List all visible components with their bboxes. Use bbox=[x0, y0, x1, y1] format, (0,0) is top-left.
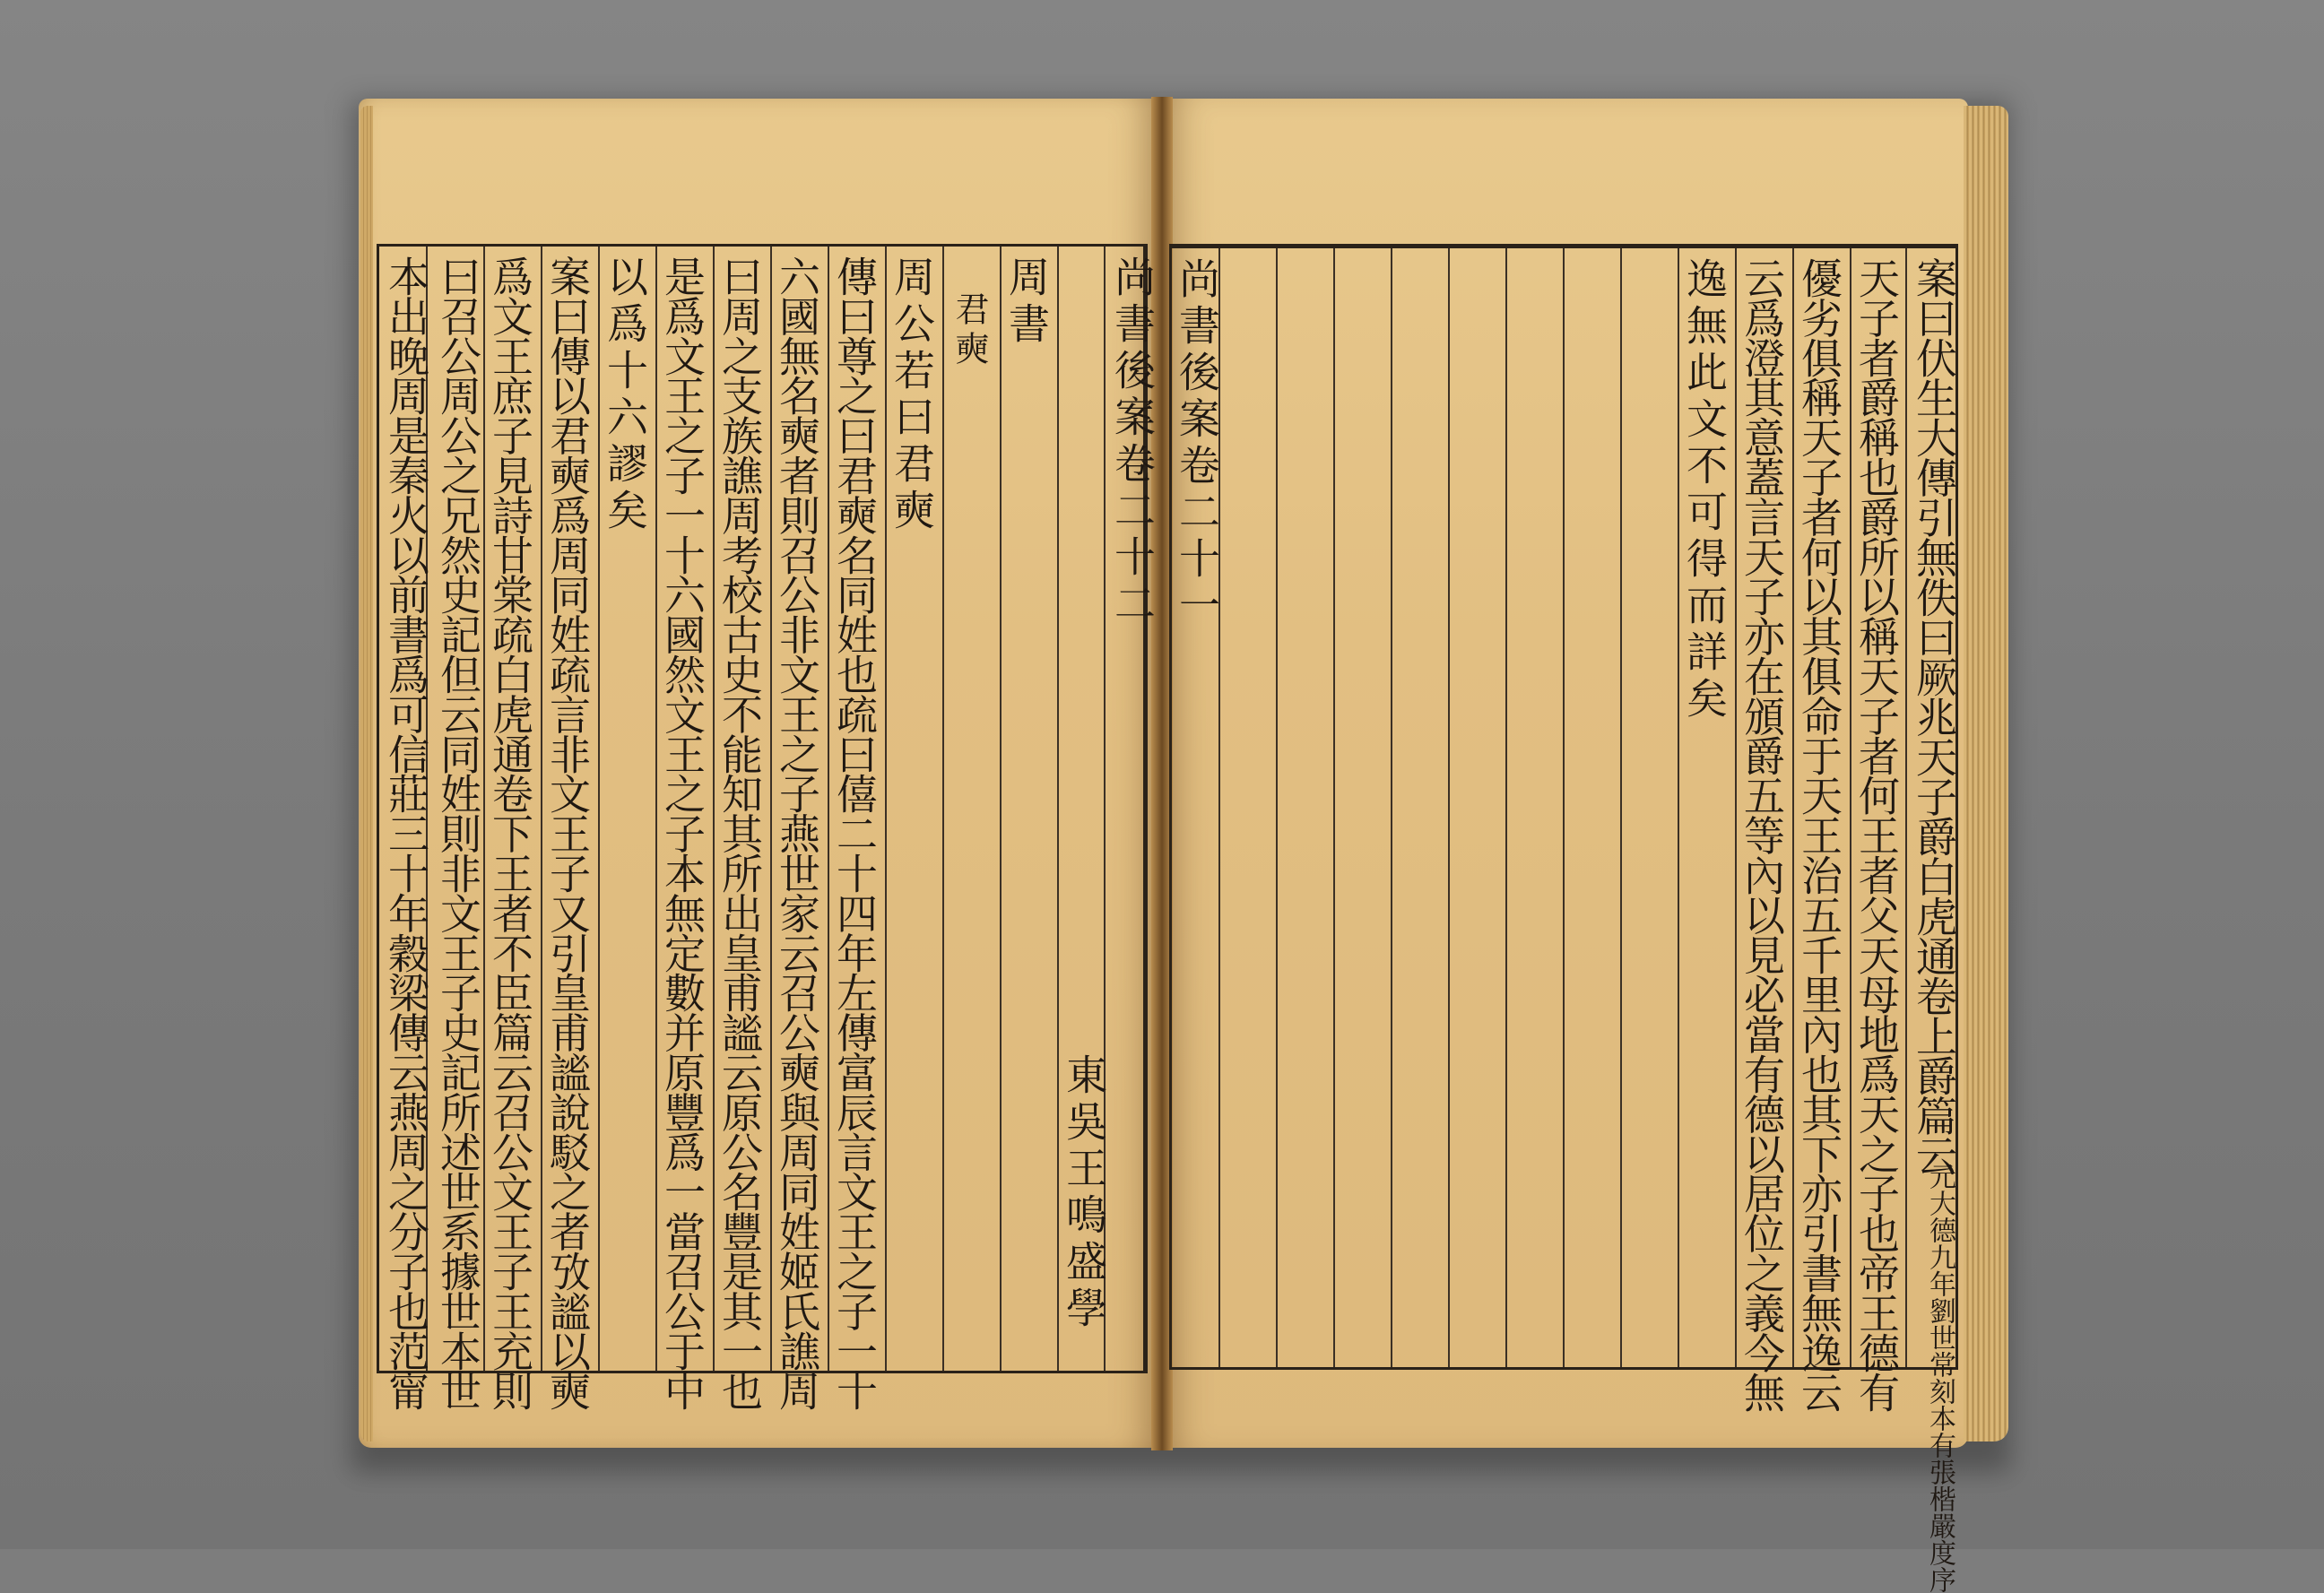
column-rule bbox=[1620, 248, 1622, 1367]
author-line: 東吳王鳴盛學 bbox=[1060, 1053, 1108, 1333]
column-rule bbox=[1905, 248, 1907, 1367]
text-column: 六國無名奭者則召公非文王之子燕世家云召公奭與周同姓姬氏譙周 bbox=[773, 255, 821, 1410]
side-note: 元大德九年劉世常刻本有張楷嚴度序 bbox=[1924, 1163, 1955, 1593]
text-column: 是爲文王之子一十六國然文王之子本無定數并原豐爲一當召公于中 bbox=[658, 255, 707, 1410]
text-column: 云爲澄其意蓋言天子亦在頒爵五等內以見必當有德以居位之義今無 bbox=[1738, 257, 1786, 1412]
text-column: 本出晚周是秦火以前書爲可信莊三十年穀梁傳云燕周之分子也范甯 bbox=[382, 255, 430, 1410]
text-column: 曰召公周公之兄然史記但云同姓則非文王子史記所述世系據世本世 bbox=[434, 255, 482, 1410]
section-heading: 周書 bbox=[1002, 255, 1051, 349]
chapter-heading: 君奭 bbox=[950, 291, 989, 370]
column-rule bbox=[1448, 248, 1450, 1367]
text-column: 天子者爵稱也爵所以稱天子者何王者父天母地爲天之子也帝王德有 bbox=[1852, 257, 1901, 1412]
text-column: 優劣俱稱天子者何以其俱命于天王治五千里內也其下亦引書無逸云 bbox=[1795, 257, 1843, 1412]
right-page-title: 尚書後案卷二十一 bbox=[1173, 257, 1221, 630]
right-text-frame bbox=[1169, 244, 1958, 1593]
text-column: 爲文王庶子見詩甘棠疏白虎通卷下王者不臣篇云召公文王子王充則 bbox=[486, 255, 534, 1410]
text-column: 案曰伏生大傳引無佚曰厥兆天子爵白虎通卷上爵篇云 bbox=[1910, 257, 1958, 1175]
left-page-title: 尚書後案卷二十二 bbox=[1108, 255, 1157, 628]
column-rule bbox=[1563, 248, 1565, 1367]
text-column: 傳曰尊之曰君奭名同姓也疏曰僖二十四年左傳富辰言文王之子一十 bbox=[830, 255, 879, 1410]
left-page-edges bbox=[360, 106, 373, 1441]
text-column: 周公若曰君奭 bbox=[888, 255, 936, 535]
column-rule bbox=[1276, 248, 1278, 1367]
column-rule bbox=[1505, 248, 1507, 1367]
text-column: 逸無此文不可得而詳矣 bbox=[1680, 257, 1729, 723]
text-column: 曰周之支族譙周考校古史不能知其所出皇甫謐云原公名豐是其一也 bbox=[715, 255, 764, 1410]
left-text-frame bbox=[377, 244, 1157, 1410]
text-column: 案曰傳以君奭爲周同姓疏言非文王子又引皇甫謐說駁之者攷謐以奭 bbox=[543, 255, 592, 1410]
column-rule bbox=[1000, 247, 1002, 1371]
column-rule bbox=[1391, 248, 1392, 1367]
column-rule bbox=[942, 247, 944, 1371]
text-column: 以爲十六謬矣 bbox=[601, 255, 649, 535]
right-page-edges bbox=[1964, 106, 2008, 1441]
column-rule bbox=[1333, 248, 1335, 1367]
